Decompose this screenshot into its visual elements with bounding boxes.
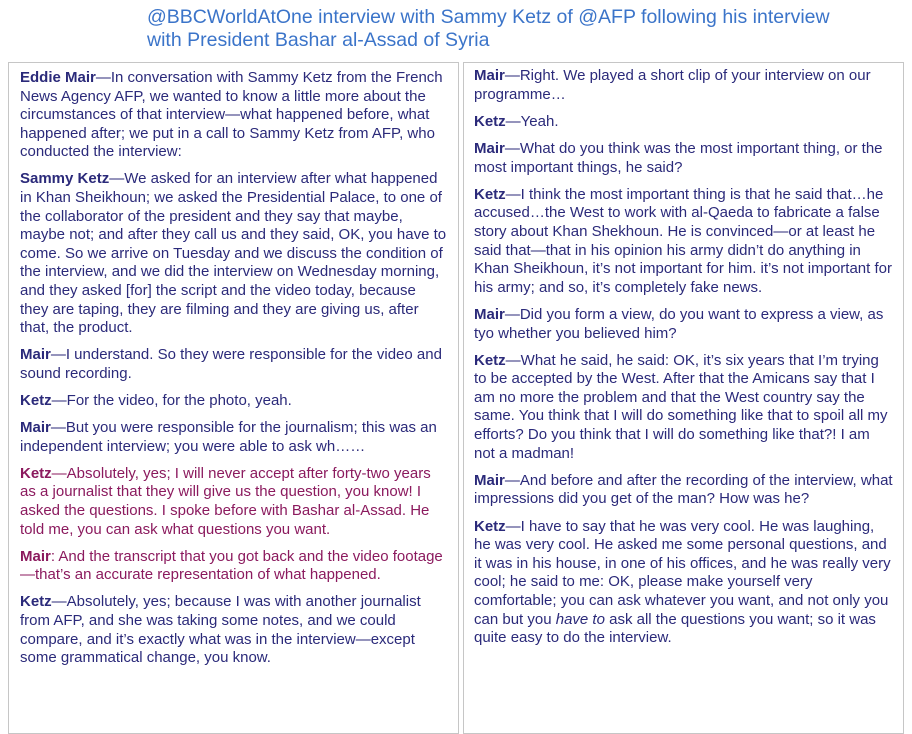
paragraph-text: —What he said, he said: OK, it’s six years that I’m trying to be accepted by the West. After that the Amicans say that I am no more the problem and that the West country say the same. You think that I will do something like that to spoil all my efforts? Do you think that I will do something like that?! I am not a madman! [474,351,888,462]
transcript-left-column [8,62,459,734]
speaker-name: Ketz [474,112,506,130]
paragraph-text: —Did you form a view, do you want to express a view, as tyo whether you believed him? [474,305,884,342]
speaker-name: Ketz [20,392,52,409]
speaker-name: Ketz [20,593,52,611]
transcript-paragraph [474,113,893,132]
speaker-name: Ketz [474,185,506,203]
paragraph-text: —Right. We played a short clip of your interview on our programme… [474,67,871,103]
highlighted-paragraph [20,548,448,585]
transcript-paragraph [20,593,448,667]
speaker-name: Mair [20,346,51,364]
speaker-name: Ketz [474,517,506,535]
paragraph-text-after: ask all the questions you want; so it was quite easy to do the interview. [474,610,876,647]
speaker-name: Ketz [474,351,506,369]
paragraph-text: —And before and after the recording of the interview, what impressions did you get of the man? How was he? [474,471,893,508]
paragraph-text: —I have to say that he was very cool. He was laughing, he was very cool. He asked me some personal questions, and it was in his house, in one of his offices, and he was really very cool; he said to me: OK, please make yourself very comfortable; you can ask whatever you want, and not only you can but you [474,517,891,628]
transcript-paragraph [20,392,448,411]
transcript-right-column [463,62,904,734]
transcript-paragraph [474,140,893,177]
highlighted-paragraph [20,465,448,539]
transcript-paragraph [20,419,448,456]
paragraph-text: —In conversation with Sammy Ketz from the French News Agency AFP, we wanted to know a little more about the circumstances of that interview—what happened before, what happened after; we put in a call to Sammy Ketz from AFP, who conducted the interview: [20,69,443,161]
speaker-name: Mair [474,139,505,157]
transcript-paragraph [474,306,893,343]
speaker-name: Mair [20,419,51,437]
speaker-name: Mair [474,471,505,489]
speaker-name: Sammy Ketz [20,170,110,188]
paragraph-text: —What do you think was the most important thing, or the most important things, he said? [474,139,883,176]
paragraph-text: —I understand. So they were responsible for the video and sound recording. [20,346,442,382]
paragraph-text: : And the transcript that you got back and the video footage—that’s an accurate representation of what happened. [20,547,443,584]
transcript-paragraph [474,518,893,648]
speaker-name: Ketz [20,464,52,482]
paragraph-text: —Absolutely, yes; because I was with another journalist from AFP, and she was taking some notes, and we could compare, and it’s exactly what was in the interview—except some grammatical change, you know. [20,593,421,667]
transcript-paragraph [20,69,448,162]
transcript-paragraph [474,352,893,464]
emphasized-text: have to [555,610,605,628]
speaker-name: Mair [474,305,505,323]
paragraph-text: —But you were responsible for the journalism; this was an independent interview; you were able to ask wh…… [20,419,437,455]
paragraph-text: —Absolutely, yes; I will never accept after forty-two years as a journalist that they will give us the question, you know! I asked the questions. I spoke before with Bashar al-Assad. He told me, you can ask what questions you want. [20,464,431,538]
speaker-name: Mair [474,67,505,84]
page-title: @BBCWorldAtOne interview with Sammy Ketz of @AFP following his interview with President Bashar al-Assad of Syria [147,6,830,51]
paragraph-text: —Yeah. [505,112,559,130]
speaker-name: Eddie Mair [20,69,96,86]
paragraph-text: —We asked for an interview after what happened in Khan Sheikhoun; we asked the Presidential Palace, to one of the collaborator of the president and they say that maybe, maybe not; and after they call us and they said, OK, you have to come. So we arrive on Tuesday and we discuss the condition of the interview, and we did the interview on Wednesday morning, and they asked [for] the script and the video today, because they are taping, they are filming and they are giving us, after that, the product. [20,170,447,337]
transcript-paragraph [20,170,448,337]
paragraph-text: —I think the most important thing is that he said that…he accused…the West to work with al-Qaeda to fabricate a false story about Khan Shekhoun. He is convinced—or at least he said that—that in his opinion his army didn’t do anything in Khan Sheikhoun, it’s not important for him. it’s not important for his army; and so, it’s completely fake news. [474,185,892,296]
transcript-paragraph [20,346,448,383]
transcript-paragraph [474,186,893,298]
transcript-paragraph [474,67,893,104]
transcript-paragraph [474,472,893,509]
speaker-name: Mair [20,547,51,565]
paragraph-text: —For the video, for the photo, yeah. [51,392,292,409]
